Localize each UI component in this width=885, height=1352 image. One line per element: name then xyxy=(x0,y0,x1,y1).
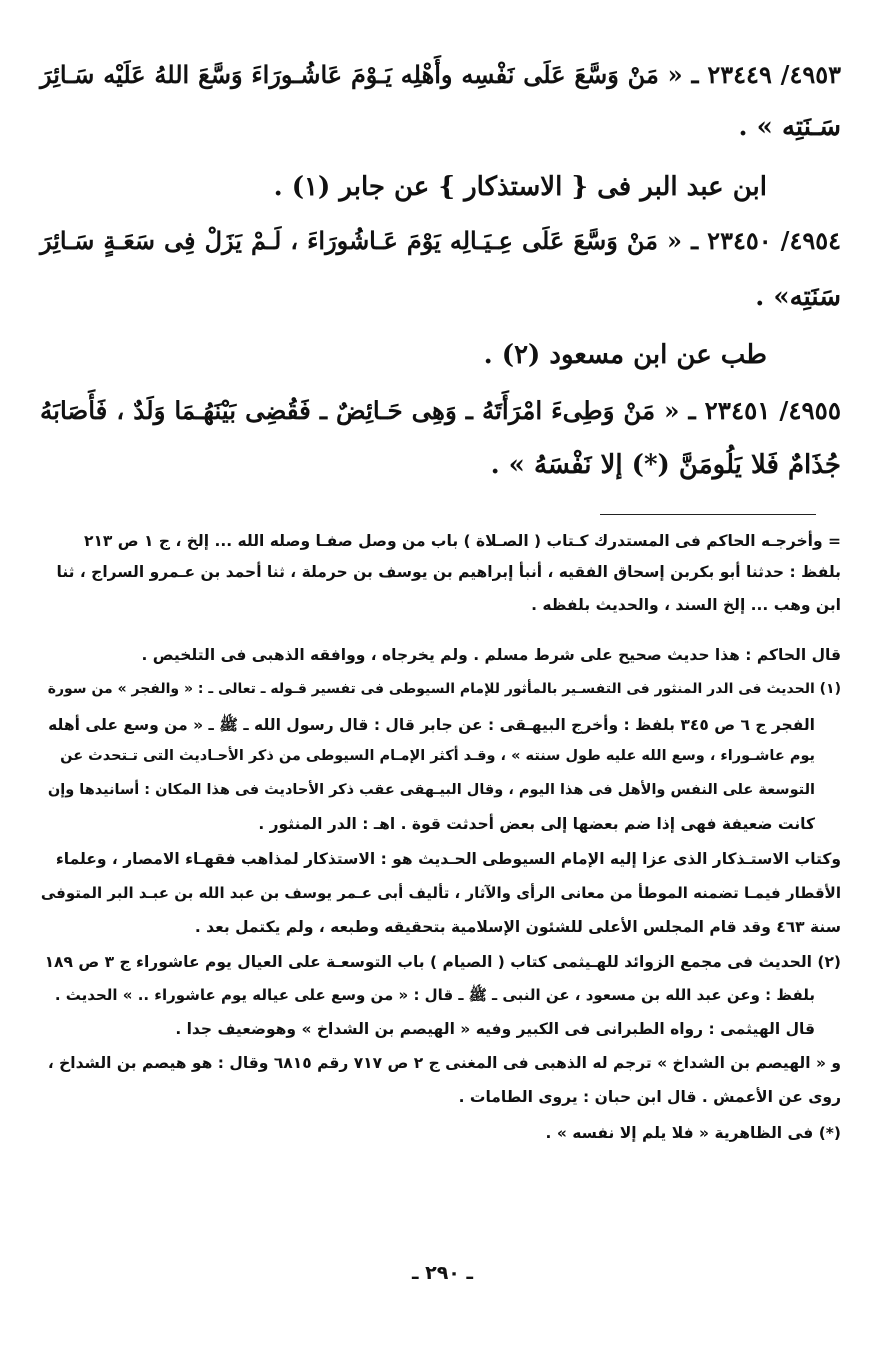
footnote-1-line: سنة ٤٦٣ وقد قام المجلس الأعلى للشئون الإسلامية بتحقيقه وطبعه ، ولم يكتمل بعد . xyxy=(194,918,841,936)
hadith-4954-line-2: سَنَتِه» . xyxy=(755,282,841,312)
footnote-2-line: بلفظ : وعن عبد الله بن مسعود ، عن النبى ـ ﷺ ـ قال : « من وسع على عياله يوم عاشوراء .. » الحديث . xyxy=(54,986,815,1004)
hadith-4953-line-2: سَـنَتِه » . xyxy=(738,112,841,142)
footnote-1-line: وكتاب الاستـذكار الذى عزا إليه الإمام السيوطى الحـديث هو : الاستذكار لمذاهب فقهـاء الامصار ، وعلماء xyxy=(55,850,841,868)
source-4953: ابن عبد البر فى { الاستذكار } عن جابر (١) . xyxy=(273,172,767,202)
footnote-line: ابن وهب ... إلخ السند ، والحديث بلفظه . xyxy=(531,596,841,614)
hadith-4955-line-2: جُذَامٌ فَلا يَلُومَنَّ (*) إلا نَفْسَهُ » . xyxy=(490,450,841,480)
hadith-4955-line-1: ٤٩٥٥/ ٢٣٤٥١ ـ « مَنْ وَطِىءَ امْرَأَتَهُ ـ وَهِى حَـائِضٌ ـ فَقُضِى بَيْنَهُـمَا وَلَدٌ ، فَأَصَابَهُ xyxy=(40,396,841,425)
hadith-4953-line-1: ٤٩٥٣/ ٢٣٤٤٩ ـ « مَنْ وَسَّعَ عَلَى نَفْسِه وأَهْلِه يَـوْمَ عَاشُـورَاءَ وَسَّعَ اللهُ عَلَيْه سَـائِرَ xyxy=(40,60,841,89)
footnote-2-line: روى عن الأعمش . قال ابن حبان : يروى الطامات . xyxy=(458,1088,841,1106)
hadith-4954-line-1: ٤٩٥٤/ ٢٣٤٥٠ ـ « مَنْ وَسَّعَ عَلَى عِـيَـالِه يَوْمَ عَـاشُورَاءَ ، لَـمْ يَزَلْ فِى سَعَـةٍ سَـائِرَ xyxy=(40,226,841,255)
footnote-1-line: الأقطار فيمـا تضمنه الموطأ من معانى الرأى والآثار ، تأليف أبى عـمر يوسف بن عبد الله بن عبـد البر المتوفى xyxy=(40,884,841,902)
footnote-divider xyxy=(600,514,816,515)
footnote-1-line: التوسعة على النفس والأهل فى هذا اليوم ، وقال البيـهقى عقب ذكر الأحاديث فى هذا المكان : أسانيدها وإن xyxy=(47,782,815,798)
footnote-2-line: و « الهيصم بن الشداخ » ترجم له الذهبى فى المغنى ج ٢ ص ٧١٧ رقم ٦٨١٥ وقال : هو هيصم بن الشداخ ، xyxy=(47,1054,841,1072)
footnote-1-line: الفجر ج ٦ ص ٣٤٥ بلفظ : وأخرج البيهـقى : عن جابر قال : قال رسول الله ـ ﷺ ـ « من وسع على أهله xyxy=(48,716,815,734)
footnote-2-line: قال الهيثمى : رواه الطبرانى فى الكبير وفيه « الهيصم بن الشداخ » وهوضعيف جدا . xyxy=(175,1020,815,1038)
footnote-line: = وأخرجـه الحاكم فى المستدرك كـتاب ( الصـلاة ) باب من وصل صفـا وصله الله ... إلخ ، ج ١ ص ٢١٣ xyxy=(83,532,841,550)
footnote-1-line: (١) الحديث فى الدر المنثور فى التفسـير بالمأثور للإمام السيوطى فى تفسير قـوله ـ تعالى ـ : « والفجر » من سورة xyxy=(47,681,841,697)
source-4954: طب عن ابن مسعود (٢) . xyxy=(483,340,767,370)
footnote-2-line: (٢) الحديث فى مجمع الزوائد للهـيثمى كتاب ( الصيام ) باب التوسعـة على العيال يوم عاشوراء ج ٣ ص ١٨٩ xyxy=(44,953,841,971)
page-number: ـ ٢٩٠ ـ xyxy=(411,1262,473,1284)
footnote-star-line: (*) فى الظاهرية « فلا يلم إلا نفسه » . xyxy=(545,1124,841,1142)
footnote-line: قال الحاكم : هذا حديث صحيح على شرط مسلم . ولم يخرجاه ، ووافقه الذهبى فى التلخيص . xyxy=(141,646,841,664)
footnote-line: بلفظ : حدثنا أبو بكربن إسحاق الفقيه ، أنبأ إبراهيم بن يوسف بن حرملة ، ثنا أحمد بن عـمرو السراج ، ثنا xyxy=(56,563,841,581)
footnote-1-line: يوم عاشـوراء ، وسع الله عليه طول سنته » ، وقـد أكثر الإمـام السيوطى من ذكر الأحـاديث التى تـتحدث عن xyxy=(60,748,815,764)
footnote-1-line: كانت ضعيفة فهى إذا ضم بعضها إلى بعض أحدثت قوة . اهـ : الدر المنثور . xyxy=(258,815,815,833)
